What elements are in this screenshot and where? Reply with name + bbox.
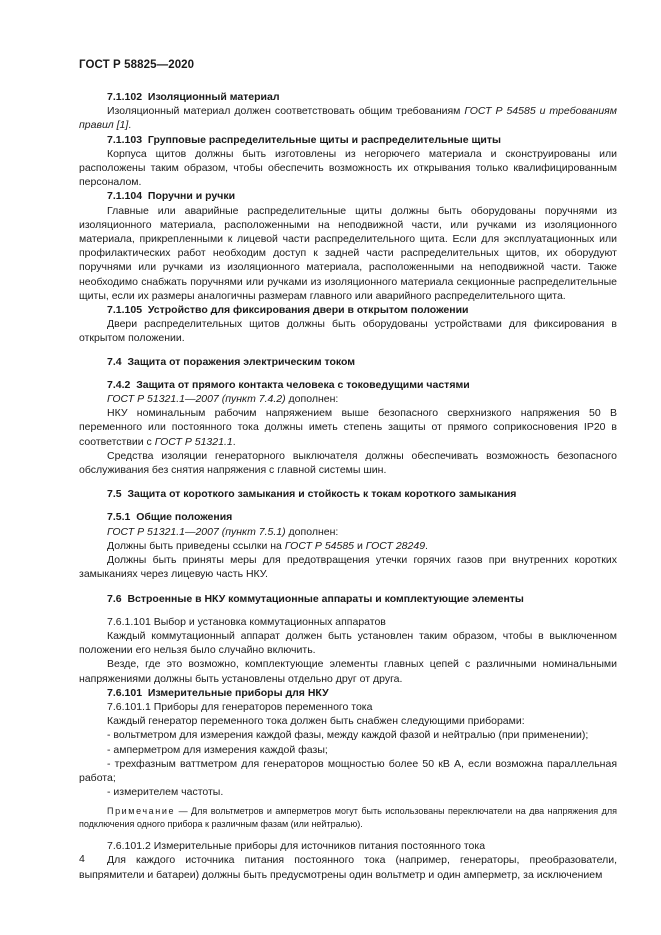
clause-7-4-2-reference: ГОСТ Р 51321.1—2007 (пункт 7.4.2) дополнен:	[107, 393, 339, 406]
clause-7-6-101-2-text: Для каждого источника питания постоянного тока (например, генераторы, преобразователи, выпрямители и батареи) должны быть предусмотрены один вольтметр и один амперметр, за исключением	[79, 854, 617, 881]
clause-7-6-1-101-text-1: Каждый коммутационный аппарат должен быть установлен таким образом, чтобы в выключенном положении его нельзя было случайно включить.	[79, 629, 617, 657]
document-header: ГОСТ Р 58825—2020	[79, 59, 195, 71]
clause-title: Измерительные приборы для НКУ	[147, 686, 329, 699]
list-item: - амперметром для измерения каждой фазы;	[107, 743, 328, 756]
standard-reference: ГОСТ Р 51321.1—2007 (пункт 7.5.1)	[107, 525, 286, 538]
clause-7-1-103-text: Корпуса щитов должны быть изготовлены из негорючего материала и сконструированы или расположены таким образом, чтобы обеспечить возможность их открывания только квалифицированным персоналом.	[79, 147, 617, 189]
note	[79, 805, 617, 830]
clause-7-4-2-heading	[79, 378, 617, 392]
clause-7-6-101-1-heading: 7.6.101.1 Приборы для генераторов переменного тока	[107, 700, 373, 713]
clause-number: 7.5.1	[107, 511, 131, 524]
clause-number: 7.6.101	[107, 686, 143, 699]
clause-title: Защита от прямого контакта человека с токоведущими частями	[136, 378, 470, 391]
clause-7-5-1-reference: ГОСТ Р 51321.1—2007 (пункт 7.5.1) дополнен:	[107, 525, 339, 538]
clause-number: 7.1.102	[107, 91, 143, 103]
clause-7-5-1-heading	[79, 510, 617, 524]
standard-reference: ГОСТ Р 51321.1—2007 (пункт 7.4.2)	[107, 393, 286, 406]
note-text: — Для вольтметров и амперметров могут быть использованы переключатели на два напряжения для подключения одного прибора к различным фазам (или нейтралью).	[79, 806, 617, 829]
clause-number: 7.1.105	[107, 304, 143, 317]
clause-title: Общие положения	[136, 511, 233, 524]
section-title: Защита от поражения электрическим током	[127, 355, 356, 368]
clause-7-4-2-text-1: НКУ номинальным рабочим напряжением выше безопасного сверхнизкого напряжения 50 В переменного или постоянного тока должны иметь степень защиты от прямого соприкосновения IP20 в соответствии с ГОСТ Р 51321.1.	[79, 407, 617, 448]
section-7-4-heading	[79, 355, 617, 369]
list-item: - измерителем частоты.	[107, 786, 224, 799]
clause-7-6-1-101-text-2: Везде, где это возможно, комплектующие элементы главных цепей с различными номинальными напряжениями должны быть установлены отдельно друг от друга.	[79, 658, 617, 685]
document-body	[79, 90, 617, 882]
clause-7-1-105-text: Двери распределительных щитов должны быть оборудованы устройствами для фиксирования в открытом положении.	[79, 318, 617, 345]
clause-number: 7.1.104	[107, 190, 143, 203]
clause-7-1-105-heading	[79, 303, 617, 317]
section-number: 7.5	[107, 488, 122, 501]
standard-reference: ГОСТ Р 54585	[284, 539, 355, 552]
clause-7-6-101-1-text: Каждый генератор переменного тока должен быть снабжен следующими приборами:	[107, 715, 525, 728]
clause-title: Поручни и ручки	[147, 190, 236, 203]
clause-7-1-102-heading	[79, 90, 617, 104]
clause-7-6-101-2-heading: 7.6.101.2 Измерительные приборы для источников питания постоянного тока	[107, 840, 486, 853]
section-number: 7.6	[107, 592, 122, 605]
clause-7-5-1-text-1: Должны быть приведены ссылки на ГОСТ Р 54585 и ГОСТ 28249.	[107, 539, 428, 552]
section-7-6-heading	[79, 592, 617, 606]
clause-7-6-101-heading	[79, 686, 617, 700]
standard-reference: ГОСТ Р 51321.1	[154, 435, 233, 448]
clause-7-1-103-heading	[79, 133, 617, 147]
list-item: - вольтметром для измерения каждой фазы, между каждой фазой и нейтралью (при применении);	[107, 729, 589, 742]
clause-title: Групповые распределительные щиты и распределительные щиты	[147, 133, 501, 146]
clause-7-1-104-text: Главные или аварийные распределительные щиты должны быть оборудованы поручнями из изоляционного материала, расположенными на неподвижной части, или ручками из изоляционного материала, прикрепленными к лицевой части распределительного щита. Если для эксплуатационных или профилактических работ необходим доступ к задней части распределительных щитов, их оборудуют поручнями или ручками из изоляционного материала, расположенными на неподвижной части. Также необходимо снабжать поручнями или ручками из изоляционного материала секционные распределительные щиты, если их размеры аналогичны размерам главного или аварийного распределительного щита.	[79, 204, 617, 302]
list-item: - трехфазным ваттметром для генераторов мощностью более 50 кВ А, если возможна параллельная работа;	[79, 757, 617, 784]
clause-7-1-102-text: Изоляционный материал должен соответствовать общим требованиям ГОСТ Р 54585 и требованиям правил [1].	[79, 105, 617, 132]
standard-reference: ГОСТ Р 54585 и требованиям правил [1]	[79, 105, 617, 132]
clause-7-5-1-text-2: Должны быть приняты меры для предотвращения утечки горячих газов при внутренних коротких замыканиях через лицевую часть НКУ.	[79, 554, 617, 581]
section-title: Защита от короткого замыкания и стойкость к токам короткого замыкания	[127, 488, 517, 501]
clause-title: Устройство для фиксирования двери в открытом положении	[147, 304, 469, 317]
section-7-5-heading	[79, 487, 617, 501]
page-number: 4	[79, 853, 85, 865]
section-title: Встроенные в НКУ коммутационные аппараты и комплектующие элементы	[127, 592, 524, 605]
clause-number: 7.1.103	[107, 133, 143, 146]
clause-number: 7.4.2	[107, 378, 131, 391]
standard-reference: ГОСТ 28249	[365, 539, 426, 552]
clause-7-4-2-text-2: Средства изоляции генераторного выключателя должны обеспечивать возможность безопасного обслуживания без снятия напряжения с главной системы шин.	[79, 449, 617, 477]
clause-7-6-1-101-heading: 7.6.1.101 Выбор и установка коммутационных аппаратов	[107, 615, 386, 628]
note-label: Примечание	[107, 806, 176, 817]
section-number: 7.4	[107, 355, 122, 368]
clause-7-1-104-heading	[79, 189, 617, 203]
clause-title: Изоляционный материал	[147, 91, 280, 103]
